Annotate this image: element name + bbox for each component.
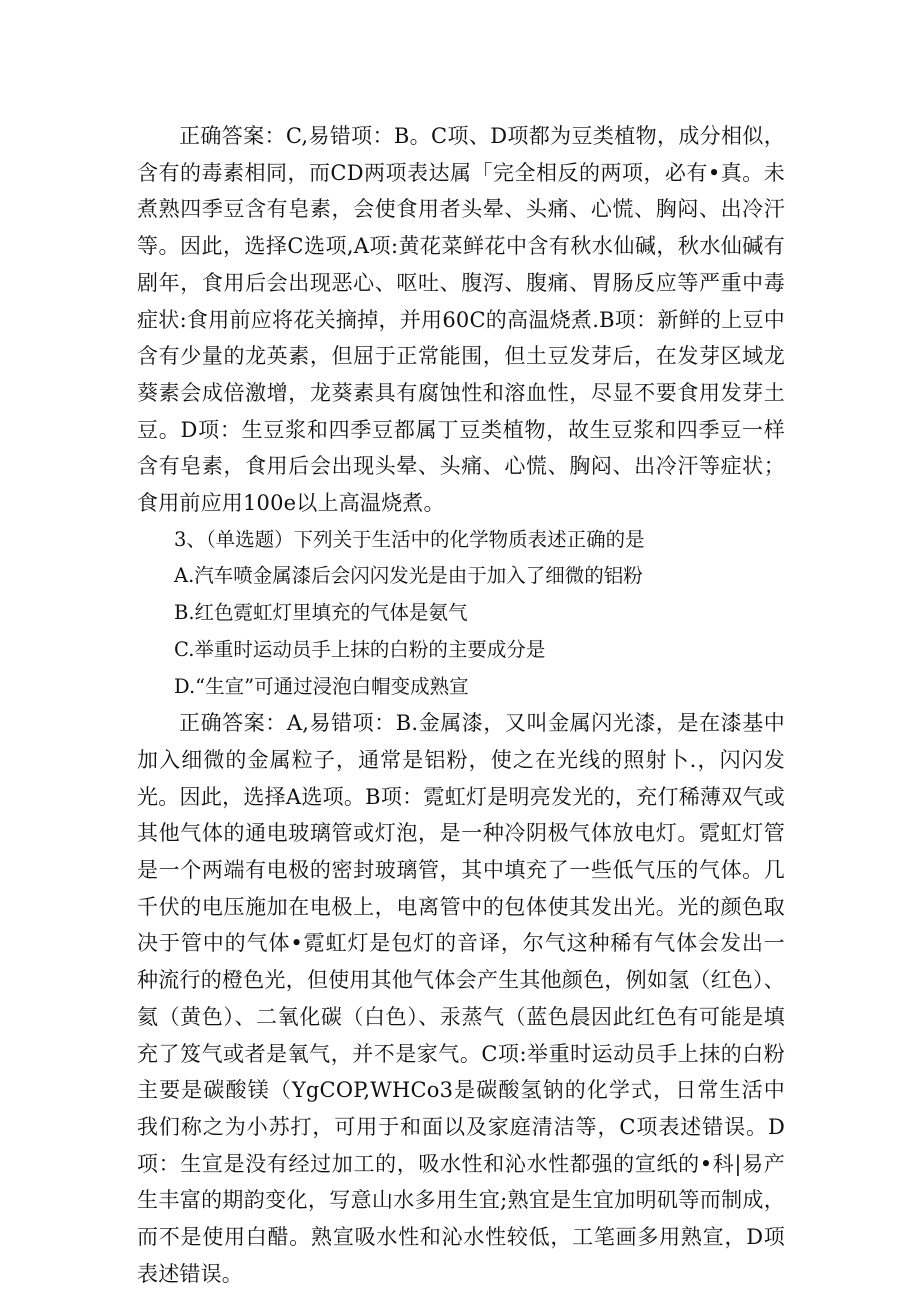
question-3-option-c: C.举重时运动员手上抹的白粉的主要成分是 — [174, 637, 546, 661]
question-3-option-a: A.汽车喷金属漆后会闪闪发光是由于加入了细微的铝粉 — [174, 564, 643, 588]
answer-explanation-1: 正确答案：C,易错项：B。C项、D项都为豆类植物，成分相似，含有的毒素相同，而CD两项表达属「完全相反的两项，必有•真。未煮熟四季豆含有皂素，会使食用者头晕、头痛、心慌、胸闷、出冷汗等。因此，选择C选项,A项:黄花菜鲜花中含有秋水仙碱，秋水仙碱有剧年，食用后会出现恶心、呕吐、腹泻、腹痛、胃肠反应等严重中毒症状:食用前应将花关摘掉，并用60C的高温烧煮.B项：新鲜的上豆中含有少量的龙英素，但屈于正常能围，但土豆发芽后，在发芽区域龙葵素会成倍激增，龙葵素具有腐蚀性和溶血性，尽显不要食用发芽土豆。D项：生豆浆和四季豆都属丁豆类植物，故生豆浆和四季豆一样含有皂素，食用后会出现头晕、头痛、心慌、胸闷、出冷汗等症状；食用前应用100e以上高温烧煮。 — [137, 124, 785, 516]
document-body — [137, 118, 785, 1293]
answer-explanation-2: 正确答案：A,易错项：B.金属漆，又叫金属闪光漆，是在漆基中加入细微的金属粒子，通常是铝粉，使之在光线的照射卜.，闪闪发光。因此，选择A选项。B项：霓虹灯是明亮发光的，充仃稀薄双气或其他气体的通电玻璃管或灯泡，是一种冷阴极气体放电灯。霓虹灯管是一个两端有电极的密封玻璃管，其中填充了一些低气压的气体。几千伏的电压施加在电极上，电离管中的包体使其发出光。光的颜色取决于管中的气体•霓虹灯是包灯的音译，尔气这种稀有气体会发出一种流行的橙色光，但使用其他气体会产生其他颜色，例如氢（红色）、氦（黄色）、二氧化碳（白色）、汞蒸气（蓝色晨因此红色有可能是填充了笈气或者是氧气，并不是家气。C项:举重时运动员手上抹的白粉主要是碳酸镁（YgCOP,WHCo3是碳酸氢钠的化学式，日常生活中我们称之为小苏打，可用于和面以及家庭清洁等，C项表述错误。D项：生宣是没有经过加工的，吸水性和沁水性都强的宣纸的•科|易产生丰富的期韵变化，写意山水多用生宜;熟宜是生宜加明矶等而制成，而不是使用白醋。熟宣吸水性和沁水性较低，工笔画多用熟宣，D项表述错误。 — [137, 711, 785, 1286]
question-3-option-d: D.“生宣”可通过浸泡白帽变成熟宣 — [174, 674, 469, 698]
question-3-stem: 3、（单选题）下列关于生活中的化学物质表述正确的是 — [174, 527, 645, 551]
question-3-option-b: B.红色霓虹灯里填充的气体是氨气 — [174, 601, 468, 625]
